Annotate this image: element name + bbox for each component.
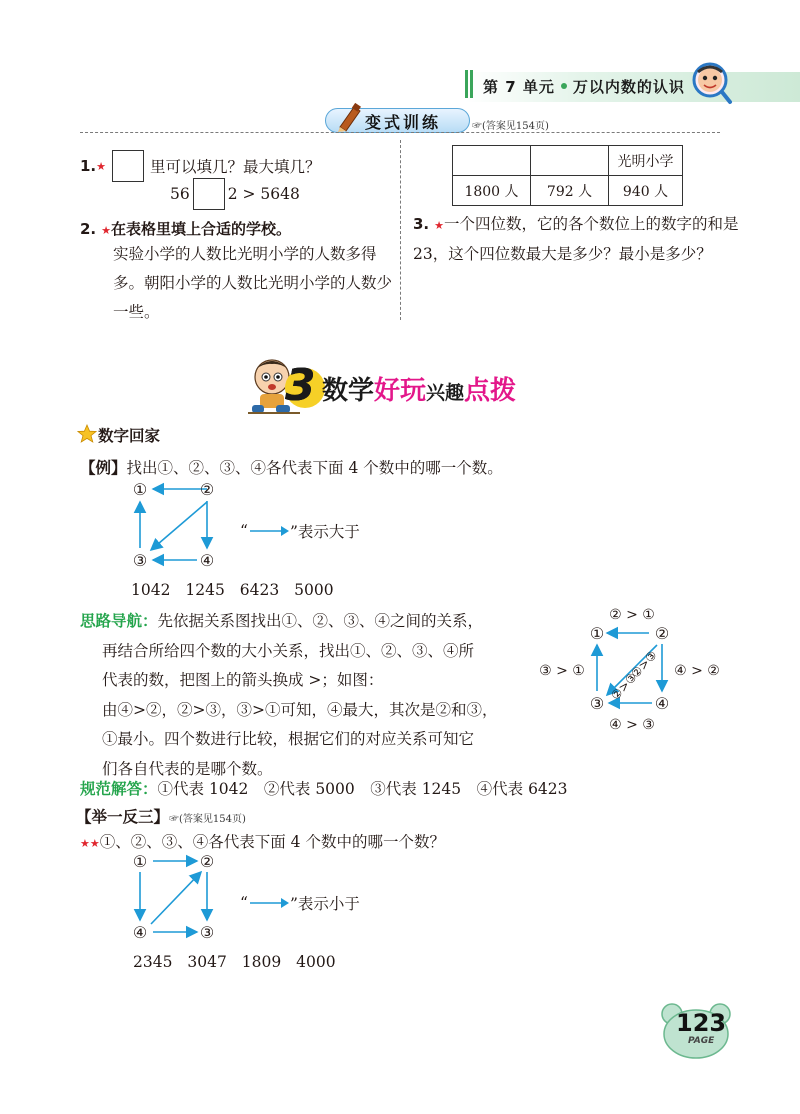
header-dot bbox=[561, 83, 567, 89]
arrow-legend-text: ”表示小于 bbox=[289, 895, 360, 913]
star-icon: ★ bbox=[96, 159, 107, 173]
question-text: 一个四位数，它的各个数位上的数字的和是 23，这个四位数最大是多少？最小是多少？ bbox=[413, 215, 739, 263]
label-bottom: ④ > ③ bbox=[609, 717, 655, 733]
example-label: 【例】 bbox=[80, 459, 127, 477]
label-left: ③ > ① bbox=[539, 663, 585, 679]
candidate-numbers: 2345 3047 1809 4000 bbox=[133, 953, 336, 971]
question-3 bbox=[413, 210, 743, 269]
practice-label: 【举一反三】 bbox=[76, 808, 170, 826]
inequality-box[interactable] bbox=[193, 178, 225, 210]
question-number: 2. bbox=[80, 220, 97, 238]
arrow-legend bbox=[240, 892, 360, 914]
thinking-text: 先依据关系图找出①、②、③、④之间的关系， bbox=[157, 612, 484, 630]
circle-2: ② bbox=[654, 624, 670, 643]
header-unit: 第 7 单元 bbox=[483, 78, 555, 96]
table-row bbox=[453, 176, 683, 206]
question-number: 3. bbox=[413, 215, 430, 233]
table-cell: 光明小学 bbox=[609, 146, 683, 176]
question-text: 里可以填几？最大填几？ bbox=[150, 158, 321, 176]
table-cell: 940 人 bbox=[609, 176, 683, 206]
quote-open: “ bbox=[240, 522, 248, 540]
answer-reference: ☞(答案见154页) bbox=[169, 814, 246, 825]
circle-1: ① bbox=[589, 624, 605, 643]
answer-box[interactable] bbox=[112, 150, 144, 182]
thinking-line: 由④>②，②>③，③>①可知，④最大，其次是②和③， bbox=[102, 700, 498, 719]
practice-header bbox=[76, 805, 246, 827]
thinking-line bbox=[80, 607, 540, 637]
table-row bbox=[453, 146, 683, 176]
circle-3: ③ bbox=[589, 694, 605, 713]
star-icon: ★ bbox=[101, 224, 111, 237]
label-diagonal-lower: ②>③ bbox=[608, 669, 640, 703]
inequality-left: 56 bbox=[170, 185, 190, 203]
circle-1: ① bbox=[132, 852, 148, 871]
table-cell: 792 人 bbox=[531, 176, 609, 206]
circle-3: ③ bbox=[199, 923, 215, 942]
arrow bbox=[151, 872, 201, 924]
header-topic: 万以内数的认识 bbox=[572, 78, 685, 96]
title-part: 点拨 bbox=[464, 376, 517, 406]
circle-3: ③ bbox=[132, 551, 148, 570]
solution-label: 规范解答： bbox=[80, 780, 158, 798]
arrow-legend-text: ”表示大于 bbox=[289, 523, 360, 541]
question-2 bbox=[80, 218, 291, 239]
school-table bbox=[452, 145, 683, 206]
circle-4: ④ bbox=[654, 694, 670, 713]
circle-2: ② bbox=[199, 480, 215, 499]
star-icon: ★ bbox=[434, 219, 444, 232]
thinking-line: 再结合所给四个数的大小关系，找出①、②、③、④所 bbox=[102, 641, 475, 660]
label-top: ② > ① bbox=[609, 607, 655, 623]
circle-4: ④ bbox=[199, 551, 215, 570]
table-cell[interactable] bbox=[453, 146, 531, 176]
arrow bbox=[151, 502, 207, 550]
circle-4: ④ bbox=[132, 923, 148, 942]
quote-open: “ bbox=[240, 894, 248, 912]
solution-text: ①代表 1042 ②代表 5000 ③代表 1245 ④代表 6423 bbox=[157, 780, 568, 798]
page-label: PAGE bbox=[688, 1036, 715, 1046]
star-icon bbox=[77, 424, 97, 444]
dashed-divider bbox=[80, 132, 720, 133]
label-diagonal-upper: ②>③ bbox=[628, 647, 660, 681]
title-part: 好玩 bbox=[374, 376, 427, 406]
answer-reference: ☞(答案见154页) bbox=[472, 121, 549, 132]
thinking-label: 思路导航： bbox=[80, 612, 158, 630]
standard-solution bbox=[80, 777, 568, 799]
arrow-legend bbox=[240, 520, 360, 542]
inequality bbox=[170, 178, 300, 210]
relation-diagram-annotated bbox=[537, 603, 727, 733]
question-number: 1. bbox=[80, 157, 97, 175]
example-question bbox=[80, 456, 503, 478]
page-number: 123 bbox=[676, 1009, 727, 1037]
example-text: 找出①、②、③、④各代表下面 4 个数中的哪一个数。 bbox=[126, 459, 503, 477]
thinking-guide bbox=[80, 607, 540, 784]
table-cell: 1800 人 bbox=[453, 176, 531, 206]
circle-2: ② bbox=[199, 852, 215, 871]
relation-diagram bbox=[125, 478, 235, 578]
candidate-numbers: 1042 1245 6423 5000 bbox=[131, 581, 334, 599]
thinking-line: ①最小。四个数进行比较，根据它们的对应关系可知它 bbox=[102, 730, 475, 748]
section-title: 变式训练 bbox=[365, 113, 442, 132]
thinking-line: 代表的数，把图上的箭头换成 >；如图： bbox=[102, 671, 384, 689]
section-number: 3 bbox=[285, 360, 316, 411]
dashed-column-divider bbox=[400, 140, 401, 320]
star-icon: ★★ bbox=[80, 837, 100, 850]
practice-question bbox=[80, 830, 445, 852]
pencil-icon bbox=[334, 101, 364, 133]
header-stripes bbox=[465, 70, 475, 102]
title-part: 数学 bbox=[322, 376, 375, 406]
header-title bbox=[483, 76, 685, 97]
relation-diagram bbox=[125, 850, 235, 950]
topic-title: 数字回家 bbox=[98, 427, 161, 445]
question-text: ①、②、③、④各代表下面 4 个数中的哪一个数？ bbox=[99, 833, 445, 851]
thinking-line: 们各自代表的是哪个数。 bbox=[102, 759, 273, 778]
question-title: 在表格里填上合适的学校。 bbox=[110, 220, 291, 238]
circle-1: ① bbox=[132, 480, 148, 499]
label-right: ④ > ② bbox=[674, 663, 720, 679]
arrow-icon bbox=[248, 897, 290, 909]
table-cell[interactable] bbox=[531, 146, 609, 176]
inequality-right: 2 > 5648 bbox=[227, 185, 300, 203]
magnifier-mascot-icon bbox=[690, 60, 734, 106]
question-body: 实验小学的人数比光明小学的人数多得多。朝阳小学的人数比光明小学的人数少一些。 bbox=[113, 245, 393, 321]
section-title bbox=[322, 370, 516, 407]
title-part: 兴趣 bbox=[426, 382, 465, 404]
arrow-icon bbox=[248, 525, 290, 537]
